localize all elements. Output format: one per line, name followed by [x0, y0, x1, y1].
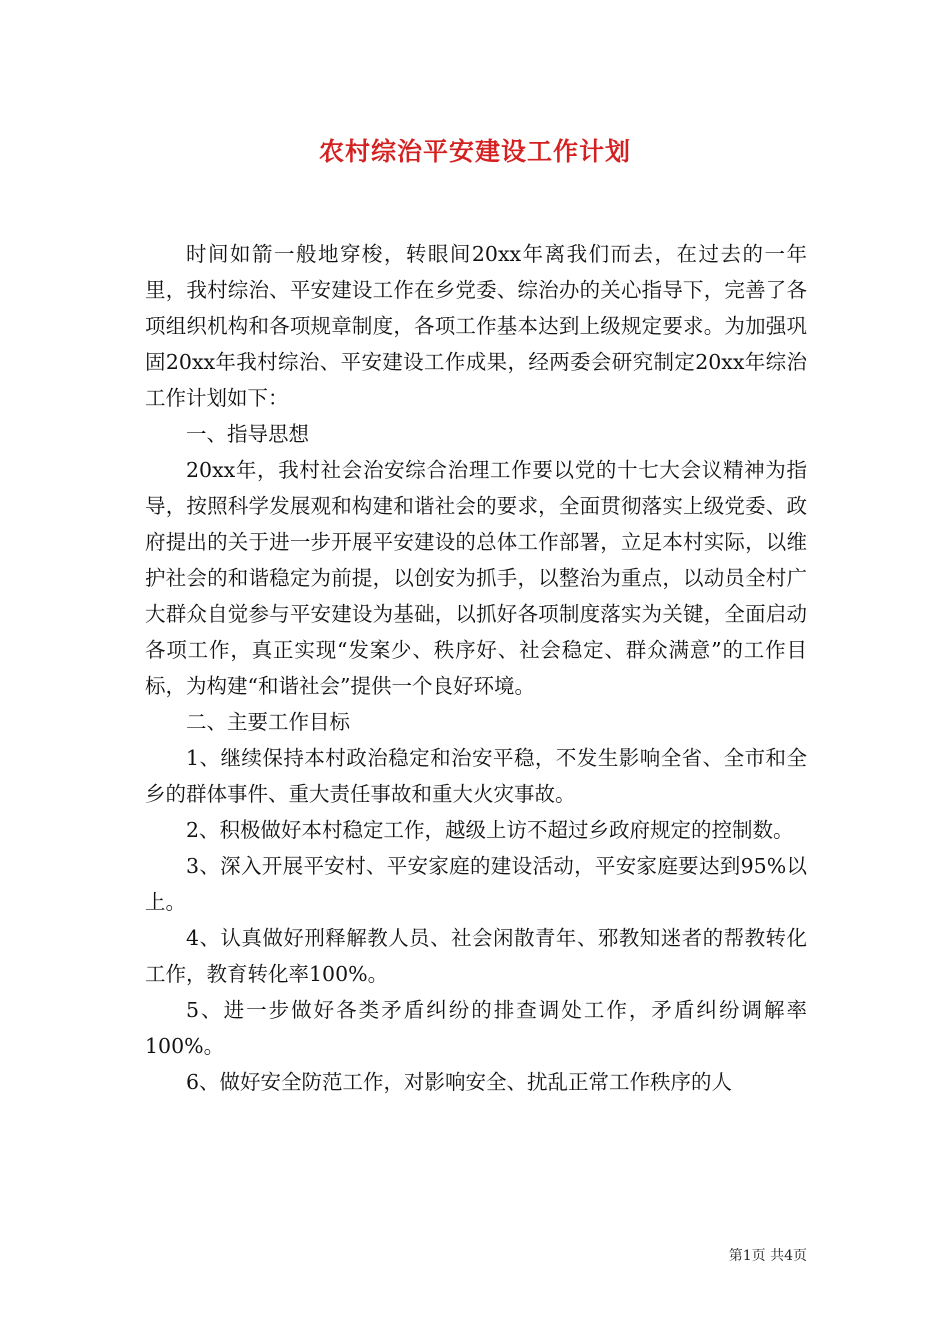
heading-main-goals: 二、主要工作目标 — [186, 710, 350, 734]
paragraph-goal-6: 6、做好安全防范工作，对影响安全、扰乱正常工作秩序的人 — [186, 1070, 733, 1094]
paragraph-goal-2: 2、积极做好本村稳定工作，越级上访不超过乡政府规定的控制数。 — [186, 818, 794, 842]
paragraph-goal-1: 1、继续保持本村政治稳定和治安平稳，不发生影响全省、全市和全乡的群体事件、重大责任事故和重大火灾事故。 — [145, 746, 807, 806]
paragraph-guiding-ideology: 20xx年，我村社会治安综合治理工作要以党的十七大会议精神为指导，按照科学发展观和构建和谐社会的要求，全面贯彻落实上级党委、政府提出的关于进一步开展平安建设的总体工作部署，立足本村实际，以维护社会的和谐稳定为前提，以创安为抓手，以整治为重点，以动员全村广大群众自觉参与平安建设为基础，以抓好各项制度落实为关键，全面启动各项工作，真正实现“发案少、秩序好、社会稳定、群众满意”的工作目标，为构建“和谐社会”提供一个良好环境。 — [145, 458, 807, 698]
paragraph-goal-3: 3、深入开展平安村、平安家庭的建设活动，平安家庭要达到95%以上。 — [145, 854, 807, 914]
page-number-footer: 第1页 共4页 — [728, 1248, 807, 1264]
document-title: 农村综治平安建设工作计划 — [318, 137, 631, 166]
paragraph-goal-5: 5、进一步做好各类矛盾纠纷的排查调处工作，矛盾纠纷调解率100%。 — [145, 998, 807, 1058]
document-body — [145, 236, 807, 1100]
paragraph-intro: 时间如箭一般地穿梭，转眼间20xx年离我们而去，在过去的一年里，我村综治、平安建设工作在乡党委、综治办的关心指导下，完善了各项组织机构和各项规章制度，各项工作基本达到上级规定要求。为加强巩固20xx年我村综治、平安建设工作成果，经两委会研究制定20xx年综治工作计划如下： — [145, 242, 807, 410]
heading-guiding-ideology: 一、指导思想 — [186, 422, 309, 446]
paragraph-goal-4: 4、认真做好刑释解教人员、社会闲散青年、邪教知迷者的帮教转化工作，教育转化率100%。 — [145, 926, 807, 986]
